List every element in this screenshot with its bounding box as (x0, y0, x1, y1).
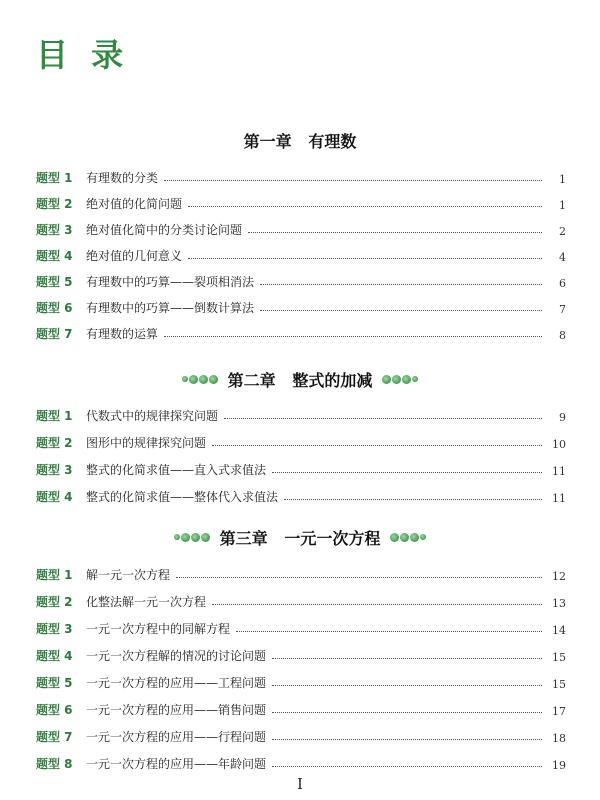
entry-title: 解一元一次方程 (86, 568, 171, 582)
dot-leader (248, 232, 542, 233)
entry-tag: 题型 3 (36, 463, 73, 477)
chapter-heading (0, 524, 600, 550)
entry-tag: 题型 6 (36, 301, 73, 315)
entry-page: 17 (552, 705, 566, 718)
entry-title: 图形中的规律探究问题 (86, 436, 207, 450)
entry-title: 整式的化简求值——整体代入求值法 (86, 490, 279, 504)
entry-tag: 题型 8 (36, 757, 73, 771)
toc-entry[interactable] (36, 671, 566, 691)
dot-leader (164, 180, 542, 181)
dot-leader (272, 658, 542, 659)
entry-page: 4 (559, 251, 566, 264)
entry-tag: 题型 4 (36, 249, 73, 263)
entry-tag: 题型 5 (36, 275, 73, 289)
entry-page: 10 (552, 438, 566, 451)
entry-title: 绝对值化简中的分类讨论问题 (86, 223, 243, 237)
entry-title: 有理数中的巧算——裂项相消法 (86, 275, 255, 289)
ornament-left-icon (174, 533, 210, 542)
ornament-right-icon (382, 375, 418, 384)
dot-leader (260, 284, 542, 285)
entry-title: 绝对值的化简问题 (86, 197, 183, 211)
toc-entry[interactable] (36, 725, 566, 745)
dot-leader (272, 685, 542, 686)
chapter-title: 第二章 整式的加减 (227, 370, 373, 390)
entry-title: 一元一次方程的应用——销售问题 (86, 703, 267, 717)
toc-entry[interactable] (36, 192, 566, 212)
dot-leader (284, 499, 542, 500)
entry-tag: 题型 5 (36, 676, 73, 690)
dot-leader (188, 206, 542, 207)
entry-page: 13 (552, 597, 566, 610)
toc-entry[interactable] (36, 485, 566, 505)
ornament-right-icon (390, 533, 426, 542)
entry-tag: 题型 4 (36, 649, 73, 663)
entry-page: 19 (552, 759, 566, 772)
dot-leader (272, 766, 542, 767)
entry-title: 一元一次方程的应用——工程问题 (86, 676, 267, 690)
chapter-heading (0, 366, 600, 392)
toc-entry[interactable] (36, 644, 566, 664)
entry-tag: 题型 2 (36, 197, 73, 211)
entry-tag: 题型 1 (36, 568, 73, 582)
toc-entry[interactable] (36, 617, 566, 637)
entry-tag: 题型 4 (36, 490, 73, 504)
toc-entry[interactable] (36, 404, 566, 424)
dot-leader (176, 577, 542, 578)
entry-tag: 题型 7 (36, 327, 73, 341)
entry-page: 14 (552, 624, 566, 637)
dot-leader (164, 336, 542, 337)
entry-title: 有理数中的巧算——倒数计算法 (86, 301, 255, 315)
toc-entry[interactable] (36, 322, 566, 342)
toc-entry[interactable] (36, 296, 566, 316)
chapter-title: 第一章 有理数 (243, 131, 357, 151)
toc-entry[interactable] (36, 218, 566, 238)
entry-page: 12 (552, 570, 566, 583)
entry-tag: 题型 3 (36, 622, 73, 636)
entry-page: 15 (552, 651, 566, 664)
dot-leader (188, 258, 542, 259)
entry-title: 整式的化简求值——直入式求值法 (86, 463, 267, 477)
entry-page: 1 (559, 199, 566, 212)
entry-page: 6 (559, 277, 566, 290)
entry-title: 有理数的运算 (86, 327, 159, 341)
chapter-heading (0, 127, 600, 153)
toc-entry[interactable] (36, 431, 566, 451)
entry-tag: 题型 2 (36, 595, 73, 609)
page-number: I (297, 775, 303, 793)
entry-title: 一元一次方程解的情况的讨论问题 (86, 649, 267, 663)
page-title: 目 录 (36, 36, 130, 74)
toc-entry[interactable] (36, 458, 566, 478)
dot-leader (236, 631, 542, 632)
ornament-left-icon (182, 375, 218, 384)
chapter-title: 第三章 一元一次方程 (219, 528, 381, 548)
entry-page: 8 (559, 329, 566, 342)
entry-page: 11 (552, 465, 566, 478)
entry-page: 11 (552, 492, 566, 505)
entry-title: 一元一次方程的应用——行程问题 (86, 730, 267, 744)
entry-tag: 题型 1 (36, 171, 73, 185)
entry-page: 2 (559, 225, 566, 238)
toc-entry[interactable] (36, 752, 566, 772)
dot-leader (212, 604, 542, 605)
entry-page: 15 (552, 678, 566, 691)
entry-tag: 题型 1 (36, 409, 73, 423)
entry-tag: 题型 3 (36, 223, 73, 237)
toc-entry[interactable] (36, 270, 566, 290)
toc-entry[interactable] (36, 590, 566, 610)
entry-page: 1 (559, 173, 566, 186)
toc-entry[interactable] (36, 698, 566, 718)
entry-title: 化整法解一元一次方程 (86, 595, 207, 609)
entry-tag: 题型 6 (36, 703, 73, 717)
dot-leader (272, 712, 542, 713)
entry-title: 有理数的分类 (86, 171, 159, 185)
toc-entry[interactable] (36, 166, 566, 186)
entry-page: 18 (552, 732, 566, 745)
entry-title: 代数式中的规律探究问题 (86, 409, 219, 423)
entry-tag: 题型 7 (36, 730, 73, 744)
dot-leader (224, 418, 542, 419)
entry-title: 绝对值的几何意义 (86, 249, 183, 263)
entry-title: 一元一次方程的应用——年龄问题 (86, 757, 267, 771)
dot-leader (272, 472, 542, 473)
dot-leader (260, 310, 542, 311)
dot-leader (272, 739, 542, 740)
toc-entry[interactable] (36, 563, 566, 583)
entry-page: 7 (559, 303, 566, 316)
entry-page: 9 (559, 411, 566, 424)
toc-entry[interactable] (36, 244, 566, 264)
dot-leader (212, 445, 542, 446)
entry-title: 一元一次方程中的同解方程 (86, 622, 231, 636)
entry-tag: 题型 2 (36, 436, 73, 450)
